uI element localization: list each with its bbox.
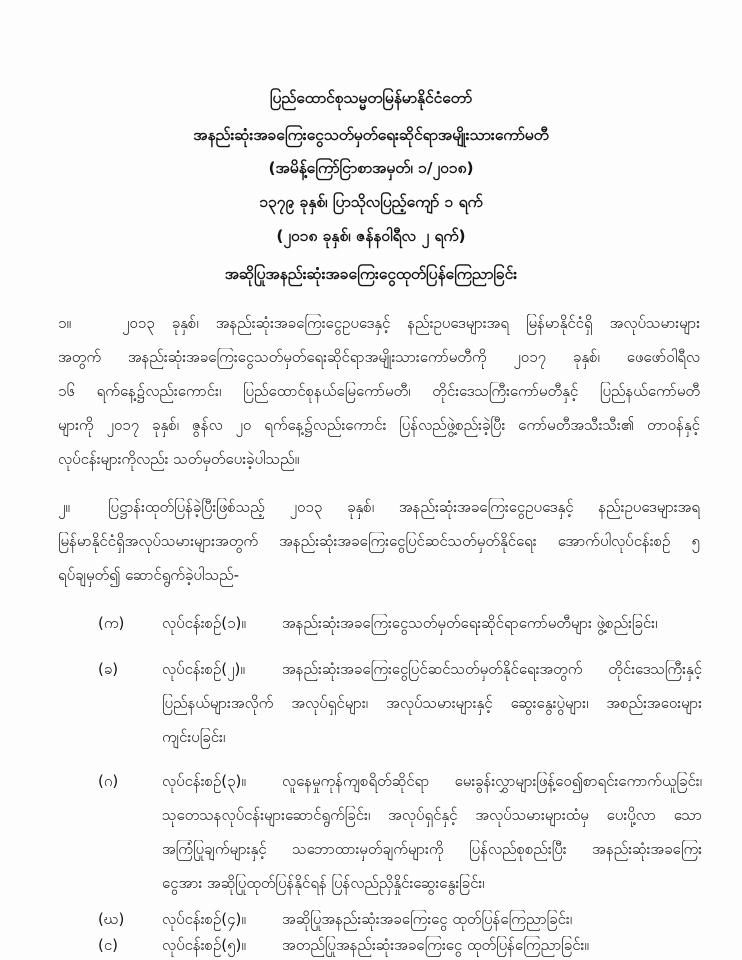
step-text-line: ကျင်းပခြင်း၊ [162,728,226,746]
step-letter: (ဃ) [98,910,125,928]
date-gregorian: (၂၀၁၈ ခုနှစ်၊ ဇန်နဝါရီလ ၂ ရက်) [276,227,466,245]
step-text-line: ပြည်နယ်များအလိုက် အလုပ်ရှင်များ၊ အလုပ်သမားများနှင့် ဆွေးနွေးပွဲများ၊ အစည်းအဝေးများ [162,694,702,712]
step-label: လုပ်ငန်းစဉ်(၅)။ [162,936,246,954]
paragraph-1-line: လုပ်ငန်းများကိုလည်း သတ်မှတ်ပေးခဲ့ပါသည်။ [58,450,300,468]
step-text-line: အဆိုပြုအနည်းဆုံးအခကြေးငွေ ထုတ်ပြန်ကြေညာခြင်း၊ [282,910,573,928]
date-myanmar: ၁၃၇၉ ခုနှစ်၊ ပြာသိုလပြည့်ကျော် ၁ ရက် [259,193,483,211]
step-letter: (င) [98,936,119,954]
paragraph-1-line: ၂၀၁၃ ခုနှစ်၊ အနည်းဆုံးအခကြေးငွေဥပဒေနှင့် နည်းဥပဒေများအရ မြန်မာနိုင်ငံရှိ အလုပ်သမားများ [122,314,700,332]
subject-heading: အဆိုပြုအနည်းဆုံးအခကြေးငွေထုတ်ပြန်ကြေညာခြင်း [224,265,518,283]
step-label: လုပ်ငန်းစဉ်(၃)။ [162,772,246,790]
step-text-line: သုတေသနလုပ်ငန်းများဆောင်ရွက်ခြင်း၊ အလုပ်ရှင်နှင့် အလုပ်သမားများထံမှ ပေးပို့လာ သော [162,806,702,824]
paragraph-1-line: အတွက် အနည်းဆုံးအခကြေးငွေသတ်မှတ်ရေးဆိုင်ရာအမျိုးသားကော်မတီကို ၂၀၁၇ ခုနှစ်၊ ဖေဖော်ဝါရီလ [58,348,700,366]
committee-title: အနည်းဆုံးအခကြေးငွေသတ်မှတ်ရေးဆိုင်ရာအမျိုးသားကော်မတီ [193,126,549,144]
step-label: လုပ်ငန်းစဉ်(၂)။ [162,660,245,678]
step-text-line: အနည်းဆုံးအခကြေးငွေသတ်မှတ်ရေးဆိုင်ရာကော်မတီများ ဖွဲ့စည်းခြင်း၊ [282,614,658,632]
government-title: ပြည်ထောင်စုသမ္မတမြန်မာနိုင်ငံတော် [269,89,473,107]
paragraph-2-number: ၂။ [58,498,70,516]
step-text-line: အတည်ပြုအနည်းဆုံးအခကြေးငွေ ထုတ်ပြန်ကြေညာခြင်း။ [282,936,589,954]
paragraph-2-line: ရပ်ချမှတ်၍ ဆောင်ရွက်ခဲ့ပါသည်- [58,566,239,584]
step-text-line: အနည်းဆုံးအခကြေးငွေပြင်ဆင်သတ်မှတ်နိုင်ရေးအတွက် တိုင်းဒေသကြီးနှင့် [282,660,702,678]
step-letter: (က) [98,614,125,632]
step-letter: (ခ) [98,660,119,678]
paragraph-1-line: များကို ၂၀၁၇ ခုနှစ်၊ ဇွန်လ ၂၀ ရက်နေ့၌လည်းကောင်း ပြန်လည်ဖွဲ့စည်းခဲ့ပြီး ကော်မတီအသီးသီး၏ တာဝန်နှင့် [58,416,700,434]
step-letter: (ဂ) [98,772,119,790]
paragraph-2-line: ပြဋ္ဌာန်းထုတ်ပြန်ခဲ့ပြီးဖြစ်သည့် ၂၀၁၃ ခုနှစ်၊ အနည်းဆုံးအခကြေးငွေဥပဒေနှင့် နည်းဥပဒေများအရ [108,498,700,516]
step-text-line: လူနေမှုကုန်ကျစရိတ်ဆိုင်ရာ မေးခွန်းလွှာများဖြန့်ဝေ၍စာရင်းကောက်ယူခြင်း၊ [282,772,702,790]
paragraph-1-line: ၁၆ ရက်နေ့၌လည်းကောင်း၊ ပြည်ထောင်စုနယ်မြေကော်မတီ၊ တိုင်းဒေသကြီးကော်မတီနှင့် ပြည်နယ်ကော်မတီ [58,382,700,400]
paragraph-2-line: မြန်မာနိုင်ငံရှိအလုပ်သမားများအတွက် အနည်းဆုံးအခကြေးငွေပြင်ဆင်သတ်မှတ်နိုင်ရေး အောက်ပါလုပ်ငန်းစဉ် ၅ [58,532,700,550]
notification-number: (အမိန့်ကြော်ငြာစာအမှတ်၊ ၁/၂၀၁၈) [268,159,474,177]
step-text-line: ငွေအား အဆိုပြုထုတ်ပြန်နိုင်ရန် ပြန်လည်ညှိနှိုင်းဆွေးနွေးခြင်း၊ [162,874,485,892]
step-text-line: အကြံပြုချက်များနှင့် သဘောထားမှတ်ချက်များကို ပြန်လည်စုစည်းပြီး အနည်းဆုံးအခကြေး [162,840,702,858]
paragraph-1-number: ၁။ [58,314,71,332]
step-label: လုပ်ငန်းစဉ်(၁)။ [162,614,246,632]
step-label: လုပ်ငန်းစဉ်(၄)။ [162,910,246,928]
